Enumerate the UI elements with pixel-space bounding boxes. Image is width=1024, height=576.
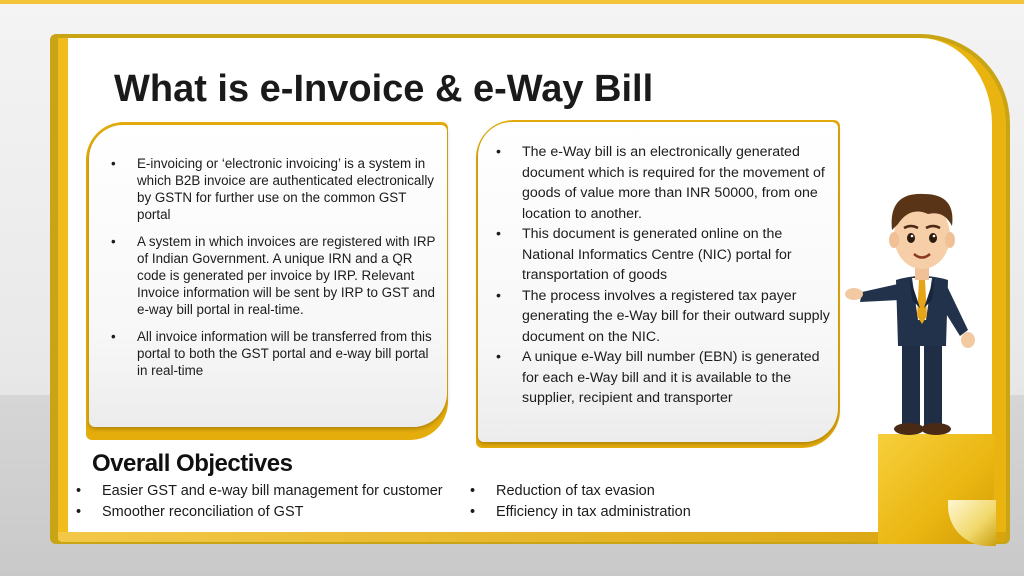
top-accent-stripe — [0, 0, 1024, 4]
slide-title: What is e-Invoice & e-Way Bill — [114, 68, 654, 110]
businessman-illustration-icon — [840, 180, 990, 438]
slide-card-bottom-bar — [58, 532, 1006, 542]
e-invoice-panel — [86, 122, 448, 440]
slide-card-left-bar — [58, 38, 68, 540]
objectives-title: Overall Objectives — [92, 450, 293, 477]
eway-bill-point: • The e-Way bill is an electronically generated document which is required for the movement of goods of value more than INR 50000, from one location to another. — [496, 142, 836, 224]
eway-bill-panel — [476, 120, 840, 448]
eway-bill-point: • The process involves a registered tax payer generating the e-Way bill for their outward supply document on the NIC. — [496, 286, 836, 348]
objective-item: • Easier GST and e-way bill management for customer — [76, 481, 443, 502]
e-invoice-point: • All invoice information will be transferred from this portal to both the GST portal and e-way bill portal in real-time — [111, 328, 441, 379]
e-invoice-list — [111, 155, 441, 389]
eway-bill-panel-body — [478, 122, 838, 442]
objectives-list-left — [76, 481, 443, 523]
eway-bill-list — [496, 142, 836, 409]
objective-item: • Reduction of tax evasion — [470, 481, 691, 502]
objective-item: • Efficiency in tax administration — [470, 502, 691, 523]
e-invoice-panel-body — [89, 125, 447, 427]
eway-bill-point: • This document is generated online on the National Informatics Centre (NIC) portal for transportation of goods — [496, 224, 836, 286]
e-invoice-point: • E-invoicing or ‘electronic invoicing’ is a system in which B2B invoice are authenticated electronically by GSTN for further use on the common GST portal — [111, 155, 441, 223]
objectives-list-right — [470, 481, 691, 523]
eway-bill-point: • A unique e-Way bill number (EBN) is generated for each e-Way bill and it is available to the supplier, recipient and transporter — [496, 347, 836, 409]
objective-item: • Smoother reconciliation of GST — [76, 502, 443, 523]
e-invoice-point: • A system in which invoices are registered with IRP of Indian Government. A unique IRN and a QR code is generated per invoice by IRP. Relevant Invoice information will be sent by IRP to GST and e-way bill portal in real-time. — [111, 233, 441, 318]
